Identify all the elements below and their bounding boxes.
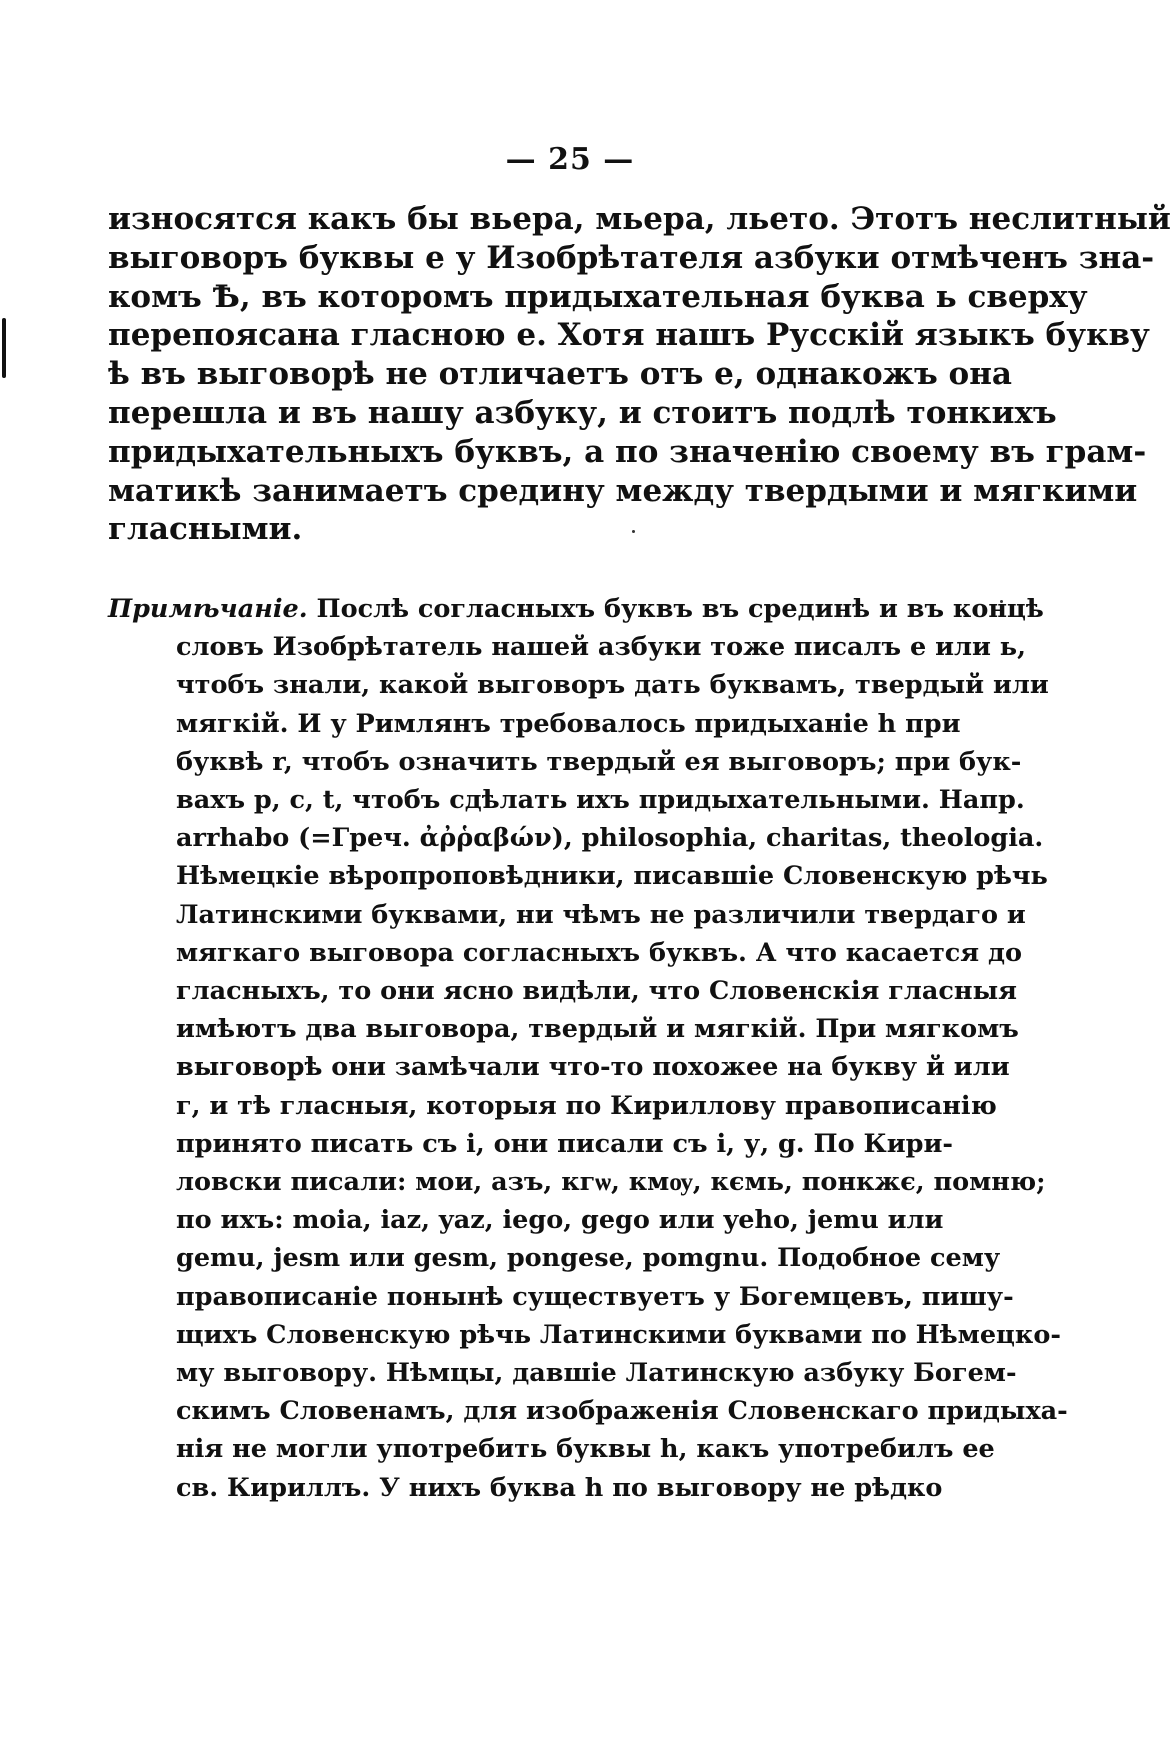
- note-line: мягкаго выговора согласныхъ буквъ. А что касается до: [176, 937, 1023, 968]
- text-line: перешла и въ нашу азбуку, и стоитъ подлѣ тонкихъ: [108, 394, 1057, 431]
- note-line: чтобъ знали, какой выговоръ дать буквамъ, твердый или: [176, 670, 1049, 701]
- note-line: принято писать съ і, они писали съ і, у, g. По Кири-: [176, 1128, 953, 1159]
- text-line: ѣ въ выговорѣ не отличаетъ отъ е, однакожъ она: [108, 356, 1012, 393]
- note-line: г, и тѣ гласныя, которыя по Кириллову правописанію: [176, 1090, 997, 1121]
- text-line: перепоясана гласною е. Хотя нашъ Русскій языкъ букву: [108, 317, 1150, 354]
- text-line: придыхательныхъ буквъ, а по значенію своему въ грам-: [108, 433, 1147, 470]
- note-first-line: [108, 590, 1044, 628]
- note-line: словъ Изобрѣтатель нашей азбуки тоже писалъ е или ь,: [176, 632, 1026, 663]
- note-line: мягкій. И у Римлянъ требовалось придыханіе h при: [176, 708, 961, 739]
- text-line: гласными.: [108, 511, 303, 548]
- note-line: св. Кириллъ. У нихъ буква h по выговору не рѣдко: [176, 1472, 943, 1503]
- note-line: гласныхъ, то они ясно видѣли, что Словенскія гласныя: [176, 976, 1017, 1007]
- note-line: arrhabo (=Греч. ἀῤῥαβών), philosophia, charitas, theologia.: [176, 823, 1044, 854]
- note-line: щихъ Словенскую рѣчь Латинскими буквами по Нѣмецко-: [176, 1319, 1061, 1350]
- text-line: комъ Ѣ, въ которомъ придыхательная буква ь сверху: [108, 278, 1088, 315]
- note-first-line-text: Послѣ согласныхъ буквъ въ срединѣ и въ концѣ: [307, 594, 1044, 624]
- note-line: ловски писали: мои, азъ, кгѡ, кмѹ, кємь, понкжє, помню;: [176, 1167, 1046, 1198]
- note-line: Нѣмецкіе вѣропроповѣдники, писавшіе Словенскую рѣчь: [176, 861, 1048, 892]
- text-line: износятся какъ бы вьера, мьера, льето. Этотъ неслитный: [108, 201, 1171, 237]
- note-line: выговорѣ они замѣчали что-то похожее на букву й или: [176, 1052, 1010, 1083]
- text-line: выговоръ буквы е у Изобрѣтателя азбуки отмѣченъ зна-: [108, 239, 1155, 276]
- note-line: буквѣ r, чтобъ означить твердый ея выговоръ; при бук-: [176, 746, 1022, 777]
- note-line: му выговору. Нѣмцы, давшіе Латинскую азбуку Богем-: [176, 1358, 1017, 1389]
- note-line: вахъ p, c, t, чтобъ сдѣлать ихъ придыхательными. Напр.: [176, 785, 1025, 816]
- note-line: по ихъ: moia, iaz, yaz, iego, gego или yeho, jemu или: [176, 1205, 944, 1236]
- note-line: правописаніе понынѣ существуетъ у Богемцевъ, пишу-: [176, 1281, 1014, 1312]
- note-line: Латинскими буквами, ни чѣмъ не различили твердаго и: [176, 899, 1026, 930]
- main-paragraph: [108, 200, 1171, 549]
- note-label: Примѣчаніе.: [108, 594, 308, 624]
- note-line: скимъ Словенамъ, для изображенія Словенскаго придыха-: [176, 1396, 1068, 1427]
- note-line: нія не могли употребить буквы h, какъ употребилъ ее: [176, 1434, 995, 1465]
- note-line: имѣютъ два выговора, твердый и мягкій. При мягкомъ: [176, 1014, 1019, 1045]
- note-line: gemu, jesm или gesm, pongese, pomgnu. Подобное сему: [176, 1243, 1001, 1274]
- margin-mark: [2, 318, 6, 378]
- note-paragraph: [108, 590, 1068, 1507]
- text-line: матикѣ занимаетъ средину между твердыми и мягкими: [108, 472, 1138, 509]
- page-number: — 25 —: [505, 142, 635, 177]
